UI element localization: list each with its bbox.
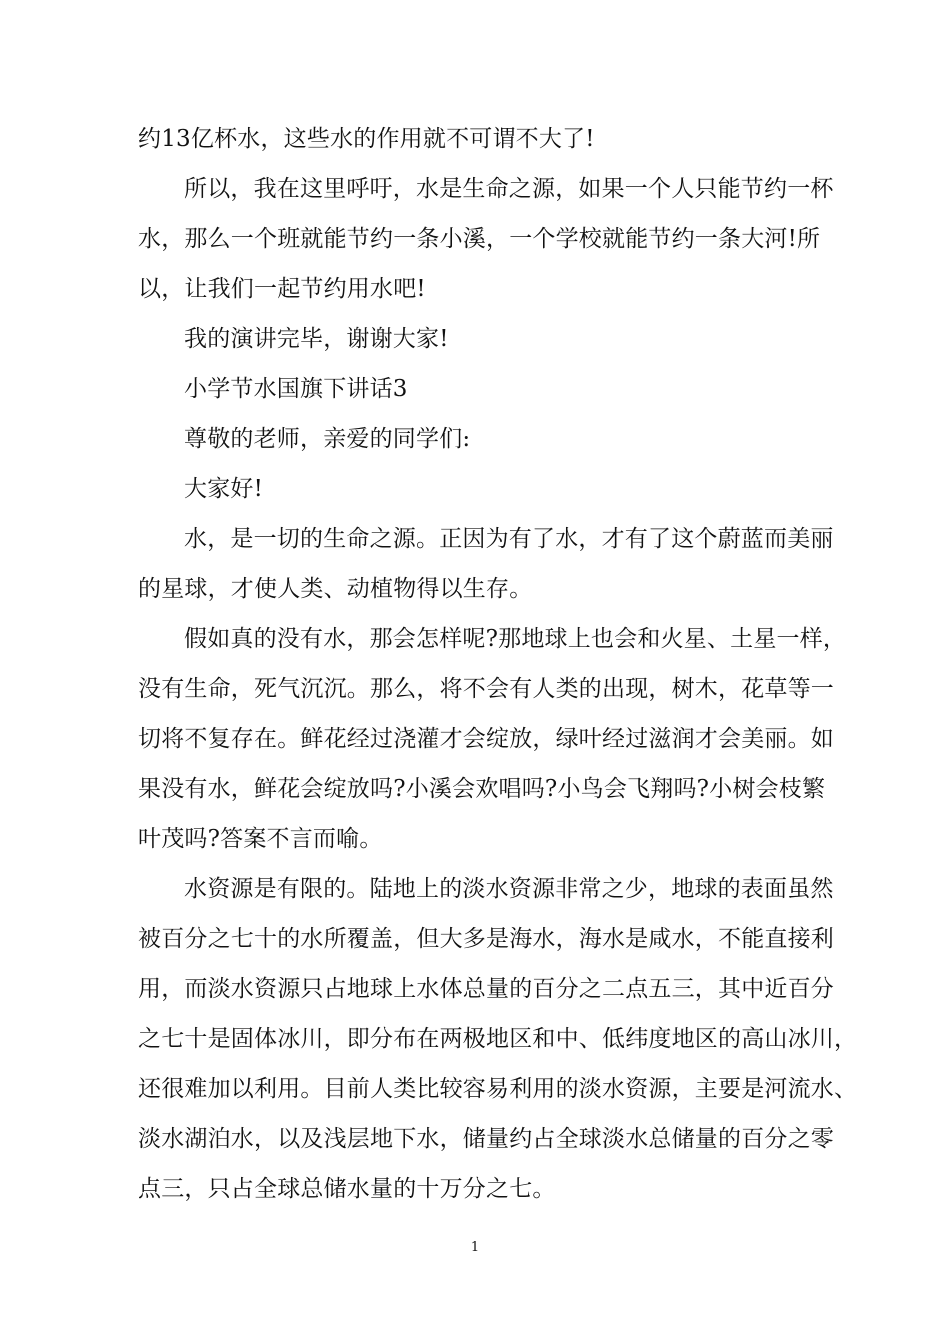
text-line: 果没有水，鲜花会绽放吗?小溪会欢唱吗?小鸟会飞翔吗?小树会枝繁 <box>138 776 826 802</box>
text-line: 点三，只占全球总储水量的十万分之七。 <box>138 1176 556 1202</box>
text-line: 淡水湖泊水，以及浅层地下水，储量约占全球淡水总储量的百分之零 <box>138 1126 834 1152</box>
text-line: 没有生命，死气沉沉。那么，将不会有人类的出现，树木，花草等一 <box>138 676 834 702</box>
text-line: 用，而淡水资源只占地球上水体总量的百分之二点五三，其中近百分 <box>138 976 834 1002</box>
text-line: 水，那么一个班就能节约一条小溪，一个学校就能节约一条大河!所 <box>138 226 821 252</box>
paragraph-line: 假如真的没有水，那会怎样呢?那地球上也会和火星、土星一样， <box>184 626 847 652</box>
greeting-line: 大家好! <box>184 476 264 502</box>
text-line: 之七十是固体冰川，即分布在两极地区和中、低纬度地区的高山冰川， <box>138 1026 858 1052</box>
salutation-line: 尊敬的老师，亲爱的同学们: <box>184 426 471 452</box>
section-title: 小学节水国旗下讲话3 <box>184 376 408 402</box>
closing-line: 我的演讲完毕，谢谢大家! <box>184 326 449 352</box>
text-line: 的星球，才使人类、动植物得以生存。 <box>138 576 533 602</box>
text-line: 叶茂吗?答案不言而喻。 <box>138 826 383 852</box>
text-line: 切将不复存在。鲜花经过浇灌才会绽放，绿叶经过滋润才会美丽。如 <box>138 726 834 752</box>
paragraph-line: 水，是一切的生命之源。正因为有了水，才有了这个蔚蓝而美丽 <box>184 526 834 552</box>
text-line: 以，让我们一起节约用水吧! <box>138 276 426 302</box>
text-line: 约13亿杯水，这些水的作用就不可谓不大了! <box>138 126 595 152</box>
text-line: 被百分之七十的水所覆盖，但大多是海水，海水是咸水，不能直接利 <box>138 926 834 952</box>
text-line: 还很难加以利用。目前人类比较容易利用的淡水资源，主要是河流水、 <box>138 1076 858 1102</box>
paragraph-line: 所以，我在这里呼吁，水是生命之源，如果一个人只能节约一杯 <box>184 176 834 202</box>
paragraph-line: 水资源是有限的。陆地上的淡水资源非常之少，地球的表面虽然 <box>184 876 834 902</box>
page-number: 1 <box>470 1240 480 1255</box>
